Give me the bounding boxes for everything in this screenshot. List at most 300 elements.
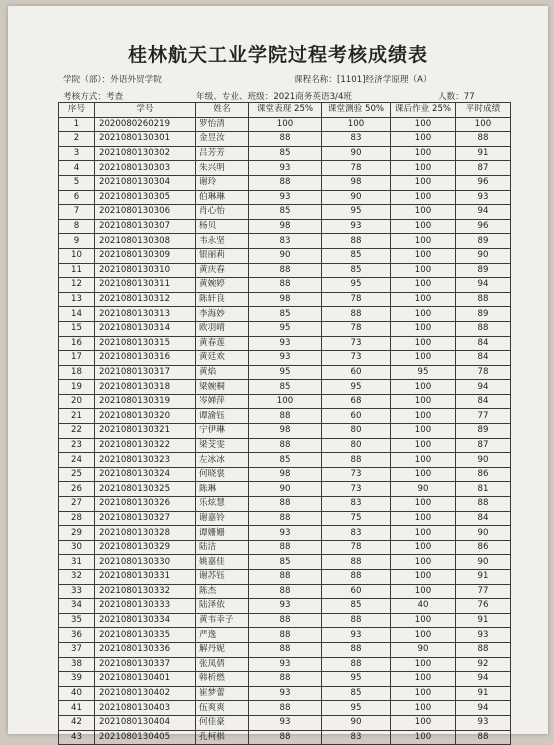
cell-name: 岑婵萍 [196,394,249,409]
cell-student-id: 2021080130325 [95,482,196,497]
table-row [59,642,511,657]
student-count-label: 人数：77 [438,92,475,102]
cell-usual-score: 88 [456,292,511,307]
cell-homework: 100 [391,628,456,643]
cell-class-performance: 83 [249,234,322,249]
cell-student-id: 2021080130309 [95,248,196,263]
cell-class-quiz: 83 [322,526,391,541]
cell-class-quiz: 90 [322,146,391,161]
cell-student-id: 2021080130308 [95,234,196,249]
cell-name: 韦永坚 [196,234,249,249]
cell-name: 黄庆春 [196,263,249,278]
cell-usual-score: 91 [456,570,511,585]
cell-class-performance: 88 [249,584,322,599]
cell-homework: 100 [391,511,456,526]
cell-usual-score: 94 [456,380,511,395]
cell-student-id: 2021080130330 [95,555,196,570]
col-header-student-id: 学号 [95,103,196,118]
cell-index: 21 [59,409,95,424]
cell-index: 31 [59,555,95,570]
cell-index: 19 [59,380,95,395]
cell-class-performance: 88 [249,511,322,526]
exam-method-label: 考核方式：考查 [63,92,124,102]
cell-student-id: 2021080130324 [95,467,196,482]
cell-student-id: 2021080130302 [95,146,196,161]
table-row [59,628,511,643]
table-row [59,482,511,497]
cell-homework: 100 [391,438,456,453]
cell-class-performance: 88 [249,613,322,628]
table-row [59,307,511,322]
cell-usual-score: 88 [456,642,511,657]
cell-index: 25 [59,467,95,482]
cell-usual-score: 84 [456,394,511,409]
cell-homework: 100 [391,234,456,249]
cell-name: 杨贝 [196,219,249,234]
cell-index: 20 [59,394,95,409]
cell-homework: 100 [391,292,456,307]
cell-homework: 100 [391,715,456,730]
cell-class-performance: 93 [249,161,322,176]
cell-class-performance: 88 [249,628,322,643]
table-row [59,672,511,687]
col-header-index: 序号 [59,103,95,118]
cell-class-performance: 88 [249,132,322,147]
cell-name: 谢玲 [196,175,249,190]
cell-index: 10 [59,248,95,263]
cell-name: 梁婉桐 [196,380,249,395]
cell-homework: 100 [391,278,456,293]
cell-index: 28 [59,511,95,526]
cell-class-quiz: 98 [322,175,391,190]
table-row [59,336,511,351]
cell-homework: 100 [391,686,456,701]
cell-index: 16 [59,336,95,351]
cell-homework: 100 [391,117,456,132]
cell-student-id: 2021080130329 [95,540,196,555]
cell-class-performance: 85 [249,380,322,395]
score-table [58,102,511,745]
table-row [59,730,511,745]
cell-usual-score: 93 [456,628,511,643]
cell-class-performance: 85 [249,307,322,322]
cell-name: 陈轩良 [196,292,249,307]
cell-homework: 100 [391,146,456,161]
cell-name: 韩析燃 [196,672,249,687]
cell-class-performance: 88 [249,642,322,657]
cell-name: 黄焰 [196,365,249,380]
cell-class-performance: 88 [249,672,322,687]
cell-usual-score: 94 [456,278,511,293]
score-sheet-paper [8,6,548,742]
cell-class-performance: 98 [249,219,322,234]
cell-index: 15 [59,321,95,336]
cell-class-quiz: 85 [322,248,391,263]
cell-usual-score: 77 [456,409,511,424]
cell-index: 2 [59,132,95,147]
cell-class-quiz: 80 [322,438,391,453]
cell-index: 6 [59,190,95,205]
cell-name: 陆洁 [196,540,249,555]
cell-student-id: 2021080130326 [95,497,196,512]
cell-class-quiz: 83 [322,132,391,147]
cell-homework: 100 [391,248,456,263]
cell-student-id: 2021080130320 [95,409,196,424]
table-row [59,321,511,336]
cell-class-performance: 88 [249,730,322,745]
cell-homework: 90 [391,482,456,497]
table-row [59,263,511,278]
table-row [59,438,511,453]
cell-homework: 100 [391,497,456,512]
cell-usual-score: 77 [456,584,511,599]
cell-student-id: 2021080130311 [95,278,196,293]
cell-homework: 100 [391,555,456,570]
cell-class-quiz: 85 [322,599,391,614]
cell-usual-score: 92 [456,657,511,672]
cell-name: 陈琳 [196,482,249,497]
cell-class-quiz: 88 [322,555,391,570]
cell-class-quiz: 95 [322,701,391,716]
cell-student-id: 2021080130303 [95,161,196,176]
cell-class-quiz: 90 [322,190,391,205]
cell-name: 肖心怡 [196,205,249,220]
cell-name: 谢苏钰 [196,570,249,585]
table-row [59,467,511,482]
table-row [59,248,511,263]
cell-homework: 100 [391,613,456,628]
cell-class-quiz: 88 [322,453,391,468]
cell-index: 36 [59,628,95,643]
cell-usual-score: 90 [456,248,511,263]
cell-class-performance: 98 [249,292,322,307]
class-info-label: 年级、专业、班级：2021商务英语3/4班 [196,92,353,102]
cell-index: 42 [59,715,95,730]
cell-usual-score: 86 [456,467,511,482]
cell-index: 3 [59,146,95,161]
table-row [59,584,511,599]
cell-usual-score: 81 [456,482,511,497]
cell-index: 5 [59,175,95,190]
cell-class-quiz: 73 [322,467,391,482]
cell-student-id: 2021080130305 [95,190,196,205]
cell-name: 严逸 [196,628,249,643]
table-row [59,599,511,614]
table-row [59,394,511,409]
cell-class-quiz: 95 [322,380,391,395]
cell-index: 12 [59,278,95,293]
cell-class-performance: 95 [249,365,322,380]
cell-usual-score: 90 [456,555,511,570]
cell-class-performance: 93 [249,336,322,351]
cell-homework: 100 [391,190,456,205]
cell-name: 伯琳琳 [196,190,249,205]
cell-name: 张凤倩 [196,657,249,672]
cell-homework: 100 [391,467,456,482]
cell-homework: 100 [391,161,456,176]
table-row [59,613,511,628]
cell-usual-score: 88 [456,730,511,745]
cell-homework: 100 [391,380,456,395]
cell-class-performance: 88 [249,701,322,716]
table-row [59,234,511,249]
cell-index: 1 [59,117,95,132]
cell-student-id: 2021080130318 [95,380,196,395]
cell-student-id: 2021080130323 [95,453,196,468]
cell-usual-score: 90 [456,526,511,541]
cell-class-performance: 88 [249,497,322,512]
table-row [59,570,511,585]
table-header-row [59,103,511,118]
cell-usual-score: 88 [456,132,511,147]
cell-homework: 100 [391,730,456,745]
cell-index: 22 [59,424,95,439]
cell-class-quiz: 95 [322,278,391,293]
cell-class-quiz: 83 [322,497,391,512]
cell-class-performance: 98 [249,424,322,439]
cell-name: 金昱汝 [196,132,249,147]
cell-class-quiz: 93 [322,628,391,643]
cell-index: 33 [59,584,95,599]
cell-name: 李海妙 [196,307,249,322]
cell-usual-score: 76 [456,599,511,614]
cell-index: 43 [59,730,95,745]
cell-usual-score: 86 [456,540,511,555]
cell-homework: 100 [391,394,456,409]
cell-homework: 100 [391,453,456,468]
cell-class-quiz: 83 [322,730,391,745]
cell-class-performance: 88 [249,570,322,585]
cell-homework: 100 [391,584,456,599]
cell-homework: 100 [391,219,456,234]
cell-student-id: 2021080130331 [95,570,196,585]
table-row [59,219,511,234]
cell-homework: 100 [391,351,456,366]
table-row [59,424,511,439]
cell-class-performance: 85 [249,146,322,161]
cell-student-id: 2021080130334 [95,613,196,628]
cell-class-performance: 95 [249,321,322,336]
cell-student-id: 2021080130405 [95,730,196,745]
table-row [59,409,511,424]
cell-student-id: 2021080130321 [95,424,196,439]
cell-usual-score: 90 [456,453,511,468]
cell-class-performance: 85 [249,453,322,468]
cell-class-performance: 88 [249,409,322,424]
cell-index: 27 [59,497,95,512]
cell-index: 29 [59,526,95,541]
table-row [59,190,511,205]
cell-index: 41 [59,701,95,716]
cell-student-id: 2021080130316 [95,351,196,366]
cell-name: 解丹妮 [196,642,249,657]
cell-class-performance: 93 [249,351,322,366]
cell-class-performance: 90 [249,248,322,263]
table-row [59,701,511,716]
cell-index: 38 [59,657,95,672]
cell-index: 13 [59,292,95,307]
cell-index: 23 [59,438,95,453]
cell-usual-score: 89 [456,307,511,322]
cell-student-id: 2021080130335 [95,628,196,643]
cell-class-performance: 98 [249,467,322,482]
cell-usual-score: 84 [456,511,511,526]
cell-student-id: 2021080130336 [95,642,196,657]
table-row [59,540,511,555]
cell-index: 37 [59,642,95,657]
cell-homework: 100 [391,424,456,439]
cell-homework: 100 [391,672,456,687]
cell-usual-score: 87 [456,438,511,453]
cell-homework: 100 [391,657,456,672]
cell-student-id: 2021080130401 [95,672,196,687]
cell-student-id: 2021080130332 [95,584,196,599]
cell-student-id: 2021080130301 [95,132,196,147]
cell-index: 7 [59,205,95,220]
document-title: 桂林航天工业学院过程考核成绩表 [127,44,428,66]
cell-usual-score: 94 [456,672,511,687]
cell-student-id: 2021080130402 [95,686,196,701]
cell-name: 姚嘉佳 [196,555,249,570]
cell-class-quiz: 73 [322,482,391,497]
cell-usual-score: 84 [456,336,511,351]
cell-class-performance: 88 [249,540,322,555]
cell-name: 乐炫慧 [196,497,249,512]
cell-name: 朱兴明 [196,161,249,176]
cell-index: 24 [59,453,95,468]
cell-usual-score: 100 [456,117,511,132]
cell-homework: 95 [391,365,456,380]
cell-class-performance: 100 [249,394,322,409]
cell-class-quiz: 68 [322,394,391,409]
cell-usual-score: 88 [456,321,511,336]
table-row [59,292,511,307]
cell-index: 9 [59,234,95,249]
table-row [59,205,511,220]
cell-usual-score: 91 [456,146,511,161]
cell-homework: 100 [391,132,456,147]
course-label: 课程名称：[1101]经济学原理（A） [294,75,432,85]
cell-name: 谢嘉铃 [196,511,249,526]
cell-usual-score: 89 [456,234,511,249]
cell-name: 伍爽爽 [196,701,249,716]
cell-usual-score: 89 [456,263,511,278]
cell-class-quiz: 88 [322,570,391,585]
cell-usual-score: 78 [456,365,511,380]
cell-index: 32 [59,570,95,585]
cell-name: 陈杰 [196,584,249,599]
cell-usual-score: 87 [456,161,511,176]
cell-class-performance: 93 [249,190,322,205]
cell-class-quiz: 80 [322,424,391,439]
col-header-homework: 课后作业 25% [391,103,456,118]
table-row [59,132,511,147]
cell-class-quiz: 100 [322,117,391,132]
cell-homework: 100 [391,570,456,585]
cell-homework: 100 [391,526,456,541]
cell-name: 黄春莲 [196,336,249,351]
cell-usual-score: 94 [456,701,511,716]
cell-student-id: 2021080130310 [95,263,196,278]
cell-name: 崔梦蕾 [196,686,249,701]
cell-student-id: 2020080260219 [95,117,196,132]
cell-class-quiz: 88 [322,613,391,628]
cell-index: 34 [59,599,95,614]
cell-class-quiz: 78 [322,161,391,176]
cell-index: 40 [59,686,95,701]
cell-class-quiz: 88 [322,642,391,657]
cell-name: 宁伊琳 [196,424,249,439]
table-row [59,686,511,701]
table-row [59,526,511,541]
cell-student-id: 2021080130315 [95,336,196,351]
cell-class-performance: 88 [249,278,322,293]
cell-student-id: 2021080130333 [95,599,196,614]
cell-class-quiz: 75 [322,511,391,526]
cell-index: 26 [59,482,95,497]
col-header-class-performance: 课堂表现 25% [249,103,322,118]
cell-index: 11 [59,263,95,278]
cell-student-id: 2021080130327 [95,511,196,526]
cell-student-id: 2021080130404 [95,715,196,730]
cell-student-id: 2021080130317 [95,365,196,380]
cell-index: 8 [59,219,95,234]
cell-usual-score: 94 [456,205,511,220]
cell-usual-score: 88 [456,497,511,512]
table-row [59,117,511,132]
cell-usual-score: 91 [456,613,511,628]
cell-homework: 100 [391,409,456,424]
cell-homework: 100 [391,175,456,190]
cell-name: 何晓裳 [196,467,249,482]
cell-name: 黄婉婷 [196,278,249,293]
cell-class-performance: 93 [249,657,322,672]
cell-student-id: 2021080130306 [95,205,196,220]
cell-class-performance: 88 [249,263,322,278]
cell-name: 欧羽晴 [196,321,249,336]
table-row [59,497,511,512]
cell-class-quiz: 88 [322,657,391,672]
table-row [59,351,511,366]
cell-class-performance: 85 [249,205,322,220]
cell-student-id: 2021080130328 [95,526,196,541]
cell-usual-score: 91 [456,686,511,701]
cell-name: 黄廷欢 [196,351,249,366]
cell-class-quiz: 78 [322,292,391,307]
table-row [59,380,511,395]
cell-class-performance: 93 [249,526,322,541]
cell-student-id: 2021080130312 [95,292,196,307]
cell-class-quiz: 95 [322,205,391,220]
cell-class-performance: 93 [249,599,322,614]
cell-name: 谭姗姗 [196,526,249,541]
cell-class-quiz: 78 [322,540,391,555]
cell-class-performance: 88 [249,175,322,190]
cell-usual-score: 89 [456,424,511,439]
cell-class-quiz: 88 [322,307,391,322]
cell-name: 罗怡清 [196,117,249,132]
cell-index: 4 [59,161,95,176]
cell-class-quiz: 78 [322,321,391,336]
col-header-class-quiz: 课堂测验 50% [322,103,391,118]
cell-homework: 100 [391,263,456,278]
table-row [59,453,511,468]
cell-index: 30 [59,540,95,555]
cell-usual-score: 84 [456,351,511,366]
col-header-usual-score: 平时成绩 [456,103,511,118]
table-row [59,555,511,570]
table-row [59,146,511,161]
